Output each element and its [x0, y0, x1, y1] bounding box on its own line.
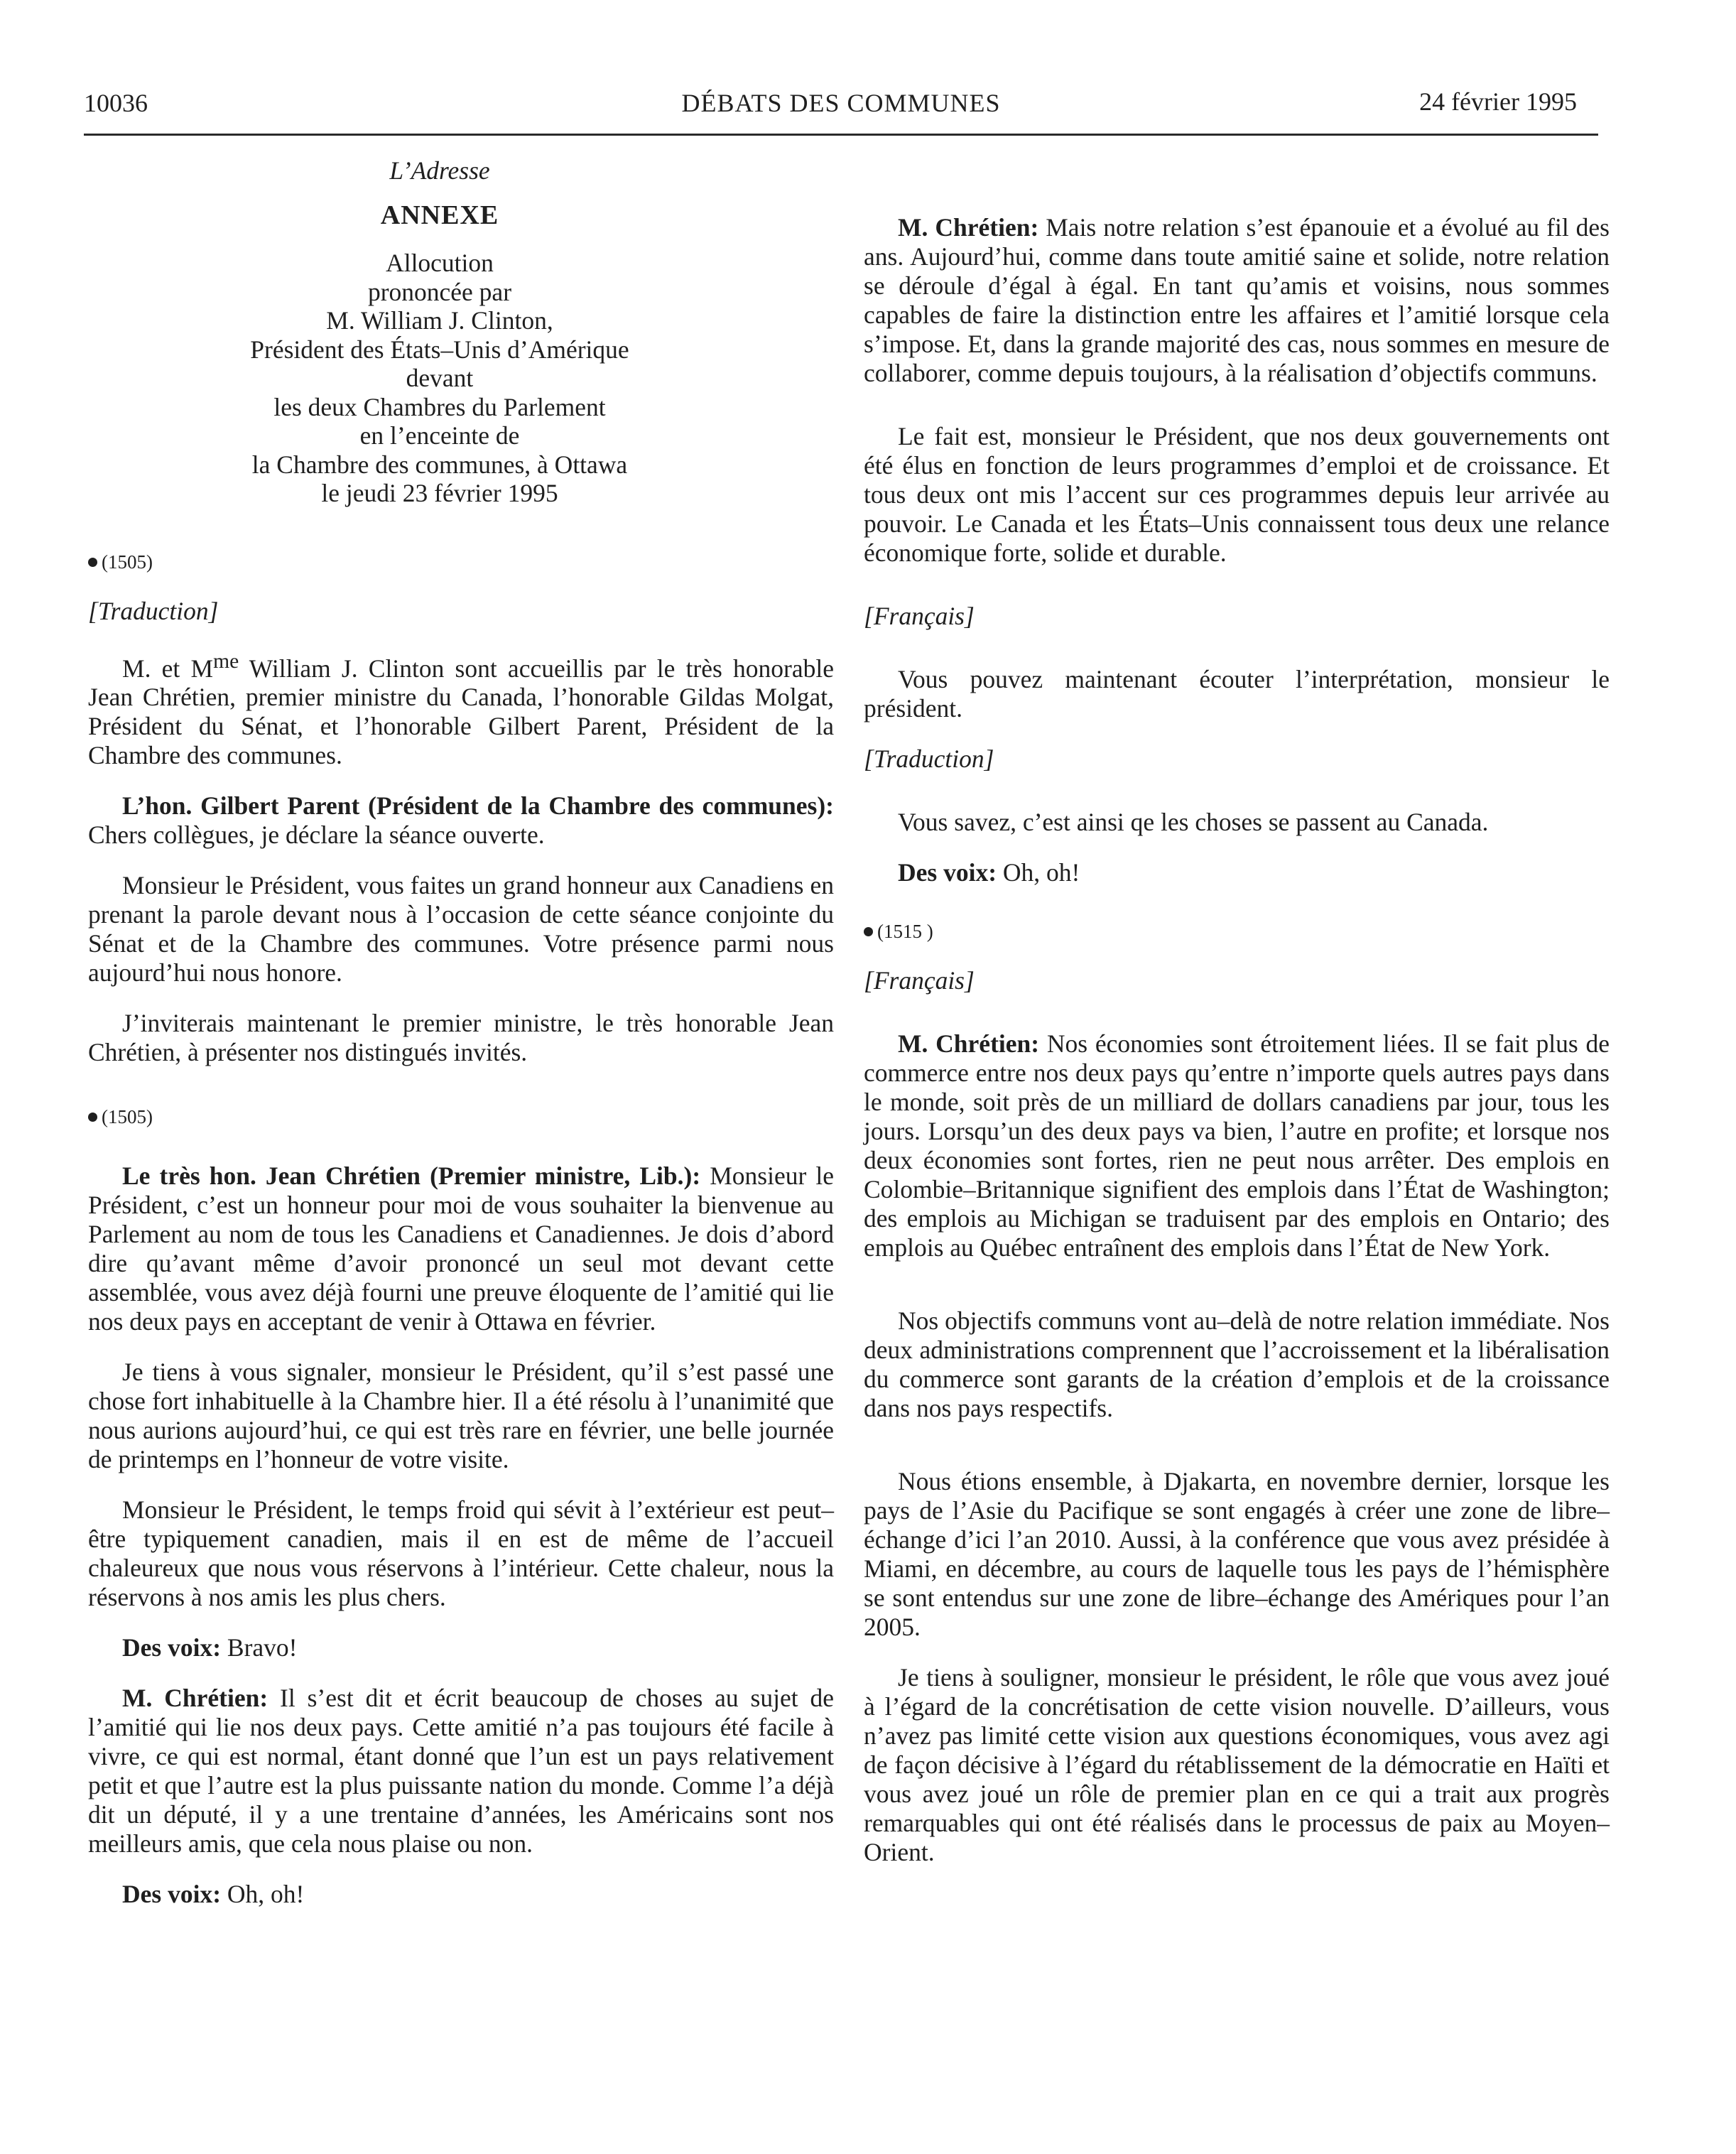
time-marker-text: (1505)	[102, 551, 153, 573]
speaker-name: L’hon. Gilbert Parent (Président de la Chambre des communes):	[122, 791, 834, 821]
allocution-line: Allocution	[386, 249, 494, 277]
time-marker	[88, 1103, 834, 1132]
section-label: [Traduction]	[88, 596, 219, 625]
paragraph: Des voix: Oh, oh!	[122, 1880, 305, 1909]
left-column	[88, 156, 834, 1909]
allocution-line: la Chambre des communes, à Ottawa	[251, 450, 628, 479]
bullet-icon	[864, 927, 873, 936]
paragraph: Le fait est, monsieur le Président, que nos deux gouvernements ont été élus en fonction de leurs programmes d’emploi et de croissance. Et tous deux ont mis l’accent sur ces programmes depuis leur arrivée au pouvoir. Le Canada et les États–Unis connaissent tous deux une relance économique forte, solide et durable.	[864, 422, 1610, 567]
allocution-block	[45, 249, 834, 508]
speaker-name: Des voix:	[898, 858, 997, 887]
bullet-icon	[88, 1113, 97, 1122]
annexe-heading: ANNEXE	[380, 200, 499, 230]
paragraph: Je tiens à vous signaler, monsieur le Président, qu’il s’est passé une chose fort inhabituelle à la Chambre hier. Il a été résolu à l’unanimité que nous aurions aujourd’hui, ce qui est très rare en février, une belle journée de printemps en l’honneur de votre visite.	[88, 1358, 834, 1474]
paragraph: Je tiens à souligner, monsieur le président, le rôle que vous avez joué à l’égard de la concrétisation de cette vision nouvelle. D’ailleurs, vous n’avez pas limité cette vision aux questions économiques, vous avez agi de façon décisive à l’égard du rétablissement de la démocratie en Haïti et vous avez joué un rôle de premier plan en ce qui a trait aux progrès remarquables qui ont été réalisés dans le processus de paix au Moyen–Orient.	[864, 1663, 1610, 1866]
paragraph: Le très hon. Jean Chrétien (Premier ministre, Lib.): Monsieur le Président, c’est un honneur pour moi de vous souhaiter la bienvenue au Parlement au nom de tous les Canadiens et Canadiennes. Je dois d’abord dire qu’avant même d’avoir prononcé un seul mot devant cette assemblée, vous avez déjà fourni une preuve éloquente de l’amitié qui lie nos deux pays en acceptant de venir à Ottawa en février.	[88, 1162, 834, 1336]
paragraph: J’inviterais maintenant le premier ministre, le très honorable Jean Chrétien, à présenter nos distingués invités.	[88, 1009, 834, 1067]
speaker-name: Le très hon. Jean Chrétien (Premier ministre, Lib.):	[122, 1162, 701, 1191]
paragraph: Monsieur le Président, le temps froid qui sévit à l’extérieur est peut–être typiquement canadien, mais il en est de même de l’accueil chaleureux que nous vous réservons à l’intérieur. Cette chaleur, nous la réservons à nos amis les plus chers.	[88, 1495, 834, 1612]
paragraph: Vous savez, c’est ainsi qe les choses se passent au Canada.	[898, 808, 1489, 836]
publication-date: 24 février 1995	[1419, 87, 1577, 116]
paragraph: L’hon. Gilbert Parent (Président de la Chambre des communes): Chers collègues, je déclare la séance ouverte.	[88, 791, 834, 850]
time-marker-text: (1505)	[102, 1106, 153, 1128]
speaker-name: M. Chrétien:	[898, 1029, 1040, 1058]
paragraph: Monsieur le Président, vous faites un grand honneur aux Canadiens en prenant la parole devant nous à l’occasion de cette séance conjointe du Sénat et de la Chambre des communes. Votre présence parmi nous aujourd’hui nous honore.	[88, 871, 834, 987]
page-header	[84, 82, 1598, 136]
address-title: L’Adresse	[389, 156, 490, 185]
speaker-name: Des voix:	[122, 1880, 222, 1909]
paragraph: M. Chrétien: Mais notre relation s’est épanouie et a évolué au fil des ans. Aujourd’hui, comme dans toute amitié saine et solide, notre relation se déroule d’égal à égal. En tant qu’amis et voisins, nous sommes capables de faire la distinction entre les affaires et l’amitié lorsque cela s’impose. Et, dans la grande majorité des cas, nous sommes en mesure de collaborer, comme depuis toujours, à la réalisation d’objectifs communs.	[864, 213, 1610, 387]
speaker-name: Des voix:	[122, 1633, 222, 1662]
allocution-line: le jeudi 23 février 1995	[321, 479, 558, 507]
paragraph: M. Chrétien: Nos économies sont étroitement liées. Il se fait plus de commerce entre nos deux pays qu’entre n’importe quels autres pays dans le monde, soit près de un milliard de dollars canadiens par jour, tous les jours. Lorsqu’un des deux pays va bien, l’autre en profite; et lorsque nos deux économies sont fortes, rien ne peut nous arrêter. Des emplois en Colombie–Britannique signifient des emplois dans l’État de Washington; des emplois au Michigan se traduisent par des emplois en Ontario; des emplois au Québec entraînent des emplois dans l’État de New York.	[864, 1029, 1610, 1262]
allocution-line: les deux Chambres du Parlement	[273, 392, 606, 421]
speaker-name: M. Chrétien:	[898, 213, 1039, 242]
page-number: 10036	[84, 89, 148, 117]
paragraph: Vous pouvez maintenant écouter l’interprétation, monsieur le président.	[864, 665, 1610, 722]
time-marker	[88, 548, 834, 577]
allocution-line: M. William J. Clinton,	[326, 306, 553, 335]
paragraph: Des voix: Oh, oh!	[898, 858, 1080, 887]
bullet-icon	[88, 558, 97, 567]
speaker-name: M. Chrétien:	[122, 1684, 268, 1713]
paragraph: M. et $M^{me}$ William J. Clinton sont accueillis par le très honorable Jean Chrétien, premier ministre du Canada, l’honorable Gildas Molgat, Président du Sénat, et l’honorable Gilbert Parent, Président de la Chambre des communes.	[88, 649, 834, 770]
paragraph: Des voix: Bravo!	[122, 1633, 298, 1662]
section-label: [Traduction]	[864, 745, 994, 773]
paragraph: Nous étions ensemble, à Djakarta, en novembre dernier, lorsque les pays de l’Asie du Pacifique se sont engagés à créer une zone de libre–échange d’ici l’an 2010. Aussi, à la conférence que vous avez présidée à Miami, en décembre, au cours de laquelle tous les pays de l’hémisphère se sont entendus sur une zone de libre–échange des Amériques pour l’an 2005.	[864, 1467, 1610, 1641]
allocution-line: prononcée par	[367, 277, 512, 306]
right-column	[864, 213, 1610, 1867]
publication-title: DÉBATS DES COMMUNES	[681, 89, 1001, 117]
paragraph: M. Chrétien: Il s’est dit et écrit beaucoup de choses au sujet de l’amitié qui lie nos deux pays. Cette amitié n’a pas toujours été facile à vivre, ce qui est normal, étant donné que l’un est un pays relativement petit et que l’autre est la plus puissante nation du monde. Comme l’a déjà dit un député, il y a une trentaine d’années, les Américains sont nos meilleurs amis, que cela nous plaise ou non.	[88, 1684, 834, 1858]
section-label: [Français]	[864, 966, 975, 995]
section-label: [Français]	[864, 602, 975, 630]
allocution-line: devant	[406, 364, 474, 392]
allocution-line: en l’enceinte de	[359, 421, 520, 450]
paragraph: Nos objectifs communs vont au–delà de notre relation immédiate. Nos deux administrations comprennent que l’accroissement et la libéralisation du commerce sont garants de la création d’emplois et de la croissance dans nos pays respectifs.	[864, 1306, 1610, 1422]
time-marker-text: (1515 )	[877, 921, 933, 942]
time-marker	[864, 917, 1610, 946]
allocution-line: Président des États–Unis d’Amérique	[250, 335, 629, 364]
